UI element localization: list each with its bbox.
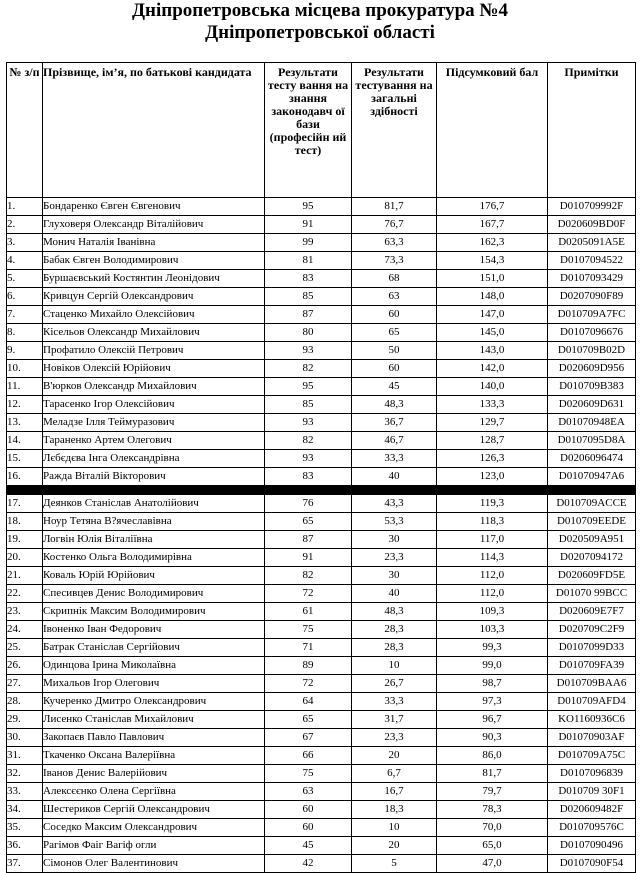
row-number: 11. xyxy=(7,378,43,396)
table-row xyxy=(7,531,636,549)
table-row xyxy=(7,621,636,639)
professional-test-score: 80 xyxy=(265,324,352,342)
note-code: D0107094522 xyxy=(548,252,636,270)
candidate-name: Меладзе Ілля Теймуразович xyxy=(43,414,265,432)
general-abilities-score: 48,3 xyxy=(352,396,437,414)
table-row xyxy=(7,657,636,675)
candidate-name: Костенко Ольга Володимирівна xyxy=(43,549,265,567)
professional-test-score: 42 xyxy=(265,855,352,873)
note-code: D010709B02D xyxy=(548,342,636,360)
candidate-name: Алексєєнко Олена Сергіївна xyxy=(43,783,265,801)
row-number: 32. xyxy=(7,765,43,783)
row-number: 6. xyxy=(7,288,43,306)
candidate-name: Лисенко Станіслав Михайлович xyxy=(43,711,265,729)
note-code: D0207094172 xyxy=(548,549,636,567)
row-number: 12. xyxy=(7,396,43,414)
header-number: № з/п xyxy=(7,63,43,198)
final-score: 86,0 xyxy=(437,747,548,765)
note-code: D0107090496 xyxy=(548,837,636,855)
candidate-name: Соседко Максим Олександрович xyxy=(43,819,265,837)
note-code: D0107099D33 xyxy=(548,639,636,657)
row-number: 21. xyxy=(7,567,43,585)
professional-test-score: 82 xyxy=(265,360,352,378)
note-code: D020609E7F7 xyxy=(548,603,636,621)
table-row xyxy=(7,693,636,711)
professional-test-score: 91 xyxy=(265,216,352,234)
candidate-name: Михальов Ігор Олегович xyxy=(43,675,265,693)
black-separator-row xyxy=(7,486,636,495)
general-abilities-score: 28,3 xyxy=(352,639,437,657)
table-row xyxy=(7,342,636,360)
candidate-name: Батрак Станіслав Сергійович xyxy=(43,639,265,657)
note-code: D0206096474 xyxy=(548,450,636,468)
note-code: D0107093429 xyxy=(548,270,636,288)
results-table xyxy=(6,62,636,873)
page-title: Дніпропетровська місцева прокуратура №4 xyxy=(131,0,509,21)
general-abilities-score: 5 xyxy=(352,855,437,873)
table-row xyxy=(7,747,636,765)
professional-test-score: 64 xyxy=(265,693,352,711)
table-row xyxy=(7,675,636,693)
general-abilities-score: 6,7 xyxy=(352,765,437,783)
general-abilities-score: 81,7 xyxy=(352,198,437,216)
note-code: D020609482F xyxy=(548,801,636,819)
note-code: D020609D956 xyxy=(548,360,636,378)
final-score: 151,0 xyxy=(437,270,548,288)
row-number: 37. xyxy=(7,855,43,873)
general-abilities-score: 40 xyxy=(352,468,437,486)
table-row xyxy=(7,252,636,270)
final-score: 154,3 xyxy=(437,252,548,270)
note-code: D010709A75C xyxy=(548,747,636,765)
general-abilities-score: 10 xyxy=(352,657,437,675)
final-score: 99,0 xyxy=(437,657,548,675)
candidate-name: Профатило Олексій Петрович xyxy=(43,342,265,360)
candidate-name: Стаценко Михайло Олексійович xyxy=(43,306,265,324)
note-code: D010709BAA6 xyxy=(548,675,636,693)
general-abilities-score: 23,3 xyxy=(352,729,437,747)
general-abilities-score: 10 xyxy=(352,819,437,837)
note-code: D0107095D8A xyxy=(548,432,636,450)
professional-test-score: 76 xyxy=(265,495,352,513)
general-abilities-score: 20 xyxy=(352,747,437,765)
general-abilities-score: 23,3 xyxy=(352,549,437,567)
row-number: 1. xyxy=(7,198,43,216)
professional-test-score: 93 xyxy=(265,414,352,432)
final-score: 117,0 xyxy=(437,531,548,549)
final-score: 128,7 xyxy=(437,432,548,450)
final-score: 65,0 xyxy=(437,837,548,855)
final-score: 129,7 xyxy=(437,414,548,432)
candidate-name: Івоненко Іван Федорович xyxy=(43,621,265,639)
final-score: 47,0 xyxy=(437,855,548,873)
note-code: D0107096676 xyxy=(548,324,636,342)
page-subtitle: Дніпропетровської області xyxy=(205,22,435,43)
final-score: 70,0 xyxy=(437,819,548,837)
row-number: 5. xyxy=(7,270,43,288)
candidate-name: Рагімов Фаіг Вагіф огли xyxy=(43,837,265,855)
row-number: 26. xyxy=(7,657,43,675)
table-row xyxy=(7,729,636,747)
table-row xyxy=(7,513,636,531)
general-abilities-score: 26,7 xyxy=(352,675,437,693)
professional-test-score: 83 xyxy=(265,270,352,288)
note-code: D020609D631 xyxy=(548,396,636,414)
candidate-name: Деянков Станіслав Анатолійович xyxy=(43,495,265,513)
professional-test-score: 45 xyxy=(265,837,352,855)
table-row xyxy=(7,360,636,378)
note-code: D010709A7FC xyxy=(548,306,636,324)
final-score: 176,7 xyxy=(437,198,548,216)
table-row xyxy=(7,495,636,513)
row-number: 3. xyxy=(7,234,43,252)
professional-test-score: 72 xyxy=(265,585,352,603)
final-score: 147,0 xyxy=(437,306,548,324)
professional-test-score: 85 xyxy=(265,396,352,414)
note-code: D010709EEDE xyxy=(548,513,636,531)
table-row xyxy=(7,837,636,855)
final-score: 112,0 xyxy=(437,585,548,603)
row-number: 29. xyxy=(7,711,43,729)
header-final-score: Підсумковий бал xyxy=(437,63,548,198)
general-abilities-score: 36,7 xyxy=(352,414,437,432)
final-score: 79,7 xyxy=(437,783,548,801)
professional-test-score: 71 xyxy=(265,639,352,657)
professional-test-score: 65 xyxy=(265,513,352,531)
professional-test-score: 75 xyxy=(265,765,352,783)
row-number: 7. xyxy=(7,306,43,324)
final-score: 143,0 xyxy=(437,342,548,360)
table-row xyxy=(7,414,636,432)
professional-test-score: 93 xyxy=(265,342,352,360)
final-score: 81,7 xyxy=(437,765,548,783)
header-name: Прізвище, ім’я, по батькові кандидата xyxy=(43,63,265,198)
row-number: 30. xyxy=(7,729,43,747)
final-score: 126,3 xyxy=(437,450,548,468)
table-row xyxy=(7,432,636,450)
candidate-name: Тарасенко Ігор Олексійович xyxy=(43,396,265,414)
general-abilities-score: 46,7 xyxy=(352,432,437,450)
candidate-name: Ражда Віталій Вікторович xyxy=(43,468,265,486)
candidate-name: Тараненко Артем Олегович xyxy=(43,432,265,450)
general-abilities-score: 60 xyxy=(352,360,437,378)
row-number: 14. xyxy=(7,432,43,450)
final-score: 96,7 xyxy=(437,711,548,729)
final-score: 114,3 xyxy=(437,549,548,567)
professional-test-score: 82 xyxy=(265,567,352,585)
professional-test-score: 75 xyxy=(265,621,352,639)
general-abilities-score: 68 xyxy=(352,270,437,288)
general-abilities-score: 63 xyxy=(352,288,437,306)
note-code: D010709FA39 xyxy=(548,657,636,675)
final-score: 123,0 xyxy=(437,468,548,486)
table-row xyxy=(7,270,636,288)
table-row xyxy=(7,783,636,801)
table-row xyxy=(7,819,636,837)
professional-test-score: 66 xyxy=(265,747,352,765)
general-abilities-score: 65 xyxy=(352,324,437,342)
table-row xyxy=(7,585,636,603)
candidate-name: В'юрков Олександр Михайлович xyxy=(43,378,265,396)
table-row xyxy=(7,801,636,819)
table-row xyxy=(7,639,636,657)
note-code: D010709AFD4 xyxy=(548,693,636,711)
final-score: 103,3 xyxy=(437,621,548,639)
table-body xyxy=(7,198,636,873)
general-abilities-score: 45 xyxy=(352,378,437,396)
candidate-name: Логвін Юлія Віталіївна xyxy=(43,531,265,549)
note-code: D0205091A5E xyxy=(548,234,636,252)
candidate-name: Скрипнік Максим Володимирович xyxy=(43,603,265,621)
note-code: D0107096839 xyxy=(548,765,636,783)
final-score: 97,3 xyxy=(437,693,548,711)
final-score: 133,3 xyxy=(437,396,548,414)
note-code: D0207090F89 xyxy=(548,288,636,306)
candidate-name: Шестериков Сергій Олександрович xyxy=(43,801,265,819)
row-number: 17. xyxy=(7,495,43,513)
professional-test-score: 99 xyxy=(265,234,352,252)
candidate-name: Буршаєвський Костянтин Леонідович xyxy=(43,270,265,288)
table-row xyxy=(7,234,636,252)
final-score: 148,0 xyxy=(437,288,548,306)
row-number: 34. xyxy=(7,801,43,819)
note-code: D01070903AF xyxy=(548,729,636,747)
candidate-name: Бондаренко Євген Євгенович xyxy=(43,198,265,216)
professional-test-score: 60 xyxy=(265,819,352,837)
professional-test-score: 87 xyxy=(265,531,352,549)
row-number: 31. xyxy=(7,747,43,765)
candidate-name: Коваль Юрій Юрійович xyxy=(43,567,265,585)
table-row xyxy=(7,450,636,468)
row-number: 8. xyxy=(7,324,43,342)
note-code: D01070 99BCC xyxy=(548,585,636,603)
final-score: 167,7 xyxy=(437,216,548,234)
professional-test-score: 95 xyxy=(265,198,352,216)
general-abilities-score: 73,3 xyxy=(352,252,437,270)
row-number: 9. xyxy=(7,342,43,360)
note-code: D010709992F xyxy=(548,198,636,216)
row-number: 22. xyxy=(7,585,43,603)
professional-test-score: 65 xyxy=(265,711,352,729)
general-abilities-score: 33,3 xyxy=(352,450,437,468)
row-number: 20. xyxy=(7,549,43,567)
note-code: D020709C2F9 xyxy=(548,621,636,639)
general-abilities-score: 20 xyxy=(352,837,437,855)
candidate-name: Глуховеря Олександр Віталійович xyxy=(43,216,265,234)
note-code: D020609FD5E xyxy=(548,567,636,585)
final-score: 90,3 xyxy=(437,729,548,747)
row-number: 10. xyxy=(7,360,43,378)
professional-test-score: 67 xyxy=(265,729,352,747)
professional-test-score: 89 xyxy=(265,657,352,675)
general-abilities-score: 18,3 xyxy=(352,801,437,819)
separator-bar xyxy=(7,486,636,495)
candidate-name: Лєбєдєва Інга Олександрівна xyxy=(43,450,265,468)
row-number: 23. xyxy=(7,603,43,621)
note-code: D010709B383 xyxy=(548,378,636,396)
final-score: 109,3 xyxy=(437,603,548,621)
header-professional-test: Результати тесту вання на знання законодавч ої бази (професійн ий тест) xyxy=(265,63,352,198)
candidate-name: Кривцун Сергій Олександрович xyxy=(43,288,265,306)
note-code: D01070947A6 xyxy=(548,468,636,486)
table-row xyxy=(7,216,636,234)
candidate-name: Спесивцев Денис Володимирович xyxy=(43,585,265,603)
table-row xyxy=(7,324,636,342)
note-code: D01070948EA xyxy=(548,414,636,432)
professional-test-score: 81 xyxy=(265,252,352,270)
table-row xyxy=(7,378,636,396)
general-abilities-score: 48,3 xyxy=(352,603,437,621)
note-code: D010709ACCE xyxy=(548,495,636,513)
professional-test-score: 91 xyxy=(265,549,352,567)
final-score: 145,0 xyxy=(437,324,548,342)
row-number: 27. xyxy=(7,675,43,693)
candidate-name: Монич Наталія Іванівна xyxy=(43,234,265,252)
table-row xyxy=(7,549,636,567)
row-number: 33. xyxy=(7,783,43,801)
table-row xyxy=(7,711,636,729)
professional-test-score: 87 xyxy=(265,306,352,324)
general-abilities-score: 40 xyxy=(352,585,437,603)
row-number: 35. xyxy=(7,819,43,837)
table-header-row xyxy=(7,63,636,198)
general-abilities-score: 28,3 xyxy=(352,621,437,639)
professional-test-score: 61 xyxy=(265,603,352,621)
row-number: 18. xyxy=(7,513,43,531)
final-score: 162,3 xyxy=(437,234,548,252)
candidate-name: Ноур Тетяна В?ячеславівна xyxy=(43,513,265,531)
professional-test-score: 82 xyxy=(265,432,352,450)
candidate-name: Новіков Олексій Юрійович xyxy=(43,360,265,378)
row-number: 28. xyxy=(7,693,43,711)
final-score: 78,3 xyxy=(437,801,548,819)
row-number: 2. xyxy=(7,216,43,234)
table-row xyxy=(7,468,636,486)
row-number: 15. xyxy=(7,450,43,468)
table-row xyxy=(7,603,636,621)
table-row xyxy=(7,198,636,216)
general-abilities-score: 31,7 xyxy=(352,711,437,729)
table-row xyxy=(7,855,636,873)
general-abilities-score: 60 xyxy=(352,306,437,324)
final-score: 142,0 xyxy=(437,360,548,378)
general-abilities-score: 43,3 xyxy=(352,495,437,513)
candidate-name: Іванов Денис Валерійович xyxy=(43,765,265,783)
general-abilities-score: 30 xyxy=(352,531,437,549)
note-code: D0107090F54 xyxy=(548,855,636,873)
note-code: D010709576C xyxy=(548,819,636,837)
row-number: 4. xyxy=(7,252,43,270)
final-score: 118,3 xyxy=(437,513,548,531)
note-code: KO1160936C6 xyxy=(548,711,636,729)
row-number: 25. xyxy=(7,639,43,657)
header-general-abilities-test: Результати тестування на загальні здібності xyxy=(352,63,437,198)
candidate-name: Кучеренко Дмитро Олександрович xyxy=(43,693,265,711)
final-score: 119,3 xyxy=(437,495,548,513)
table-row xyxy=(7,567,636,585)
professional-test-score: 95 xyxy=(265,378,352,396)
final-score: 98,7 xyxy=(437,675,548,693)
professional-test-score: 60 xyxy=(265,801,352,819)
note-code: D020609BD0F xyxy=(548,216,636,234)
row-number: 19. xyxy=(7,531,43,549)
candidate-name: Ткаченко Оксана Валеріївна xyxy=(43,747,265,765)
candidate-name: Бабак Євген Володимирович xyxy=(43,252,265,270)
note-code: D010709 30F1 xyxy=(548,783,636,801)
table-row xyxy=(7,765,636,783)
professional-test-score: 83 xyxy=(265,468,352,486)
final-score: 99,3 xyxy=(437,639,548,657)
final-score: 112,0 xyxy=(437,567,548,585)
note-code: D020509A951 xyxy=(548,531,636,549)
final-score: 140,0 xyxy=(437,378,548,396)
candidate-name: Закопаєв Павло Павлович xyxy=(43,729,265,747)
candidate-name: Одинцова Ірина Миколаївна xyxy=(43,657,265,675)
header-notes: Примітки xyxy=(548,63,636,198)
row-number: 36. xyxy=(7,837,43,855)
general-abilities-score: 53,3 xyxy=(352,513,437,531)
professional-test-score: 93 xyxy=(265,450,352,468)
candidate-name: Кісельов Олександр Михайлович xyxy=(43,324,265,342)
row-number: 13. xyxy=(7,414,43,432)
general-abilities-score: 76,7 xyxy=(352,216,437,234)
professional-test-score: 85 xyxy=(265,288,352,306)
professional-test-score: 63 xyxy=(265,783,352,801)
general-abilities-score: 63,3 xyxy=(352,234,437,252)
row-number: 24. xyxy=(7,621,43,639)
table-row xyxy=(7,288,636,306)
table-row xyxy=(7,306,636,324)
general-abilities-score: 16,7 xyxy=(352,783,437,801)
table-row xyxy=(7,396,636,414)
professional-test-score: 72 xyxy=(265,675,352,693)
row-number: 16. xyxy=(7,468,43,486)
general-abilities-score: 50 xyxy=(352,342,437,360)
general-abilities-score: 30 xyxy=(352,567,437,585)
general-abilities-score: 33,3 xyxy=(352,693,437,711)
candidate-name: Сімонов Олег Валентинович xyxy=(43,855,265,873)
